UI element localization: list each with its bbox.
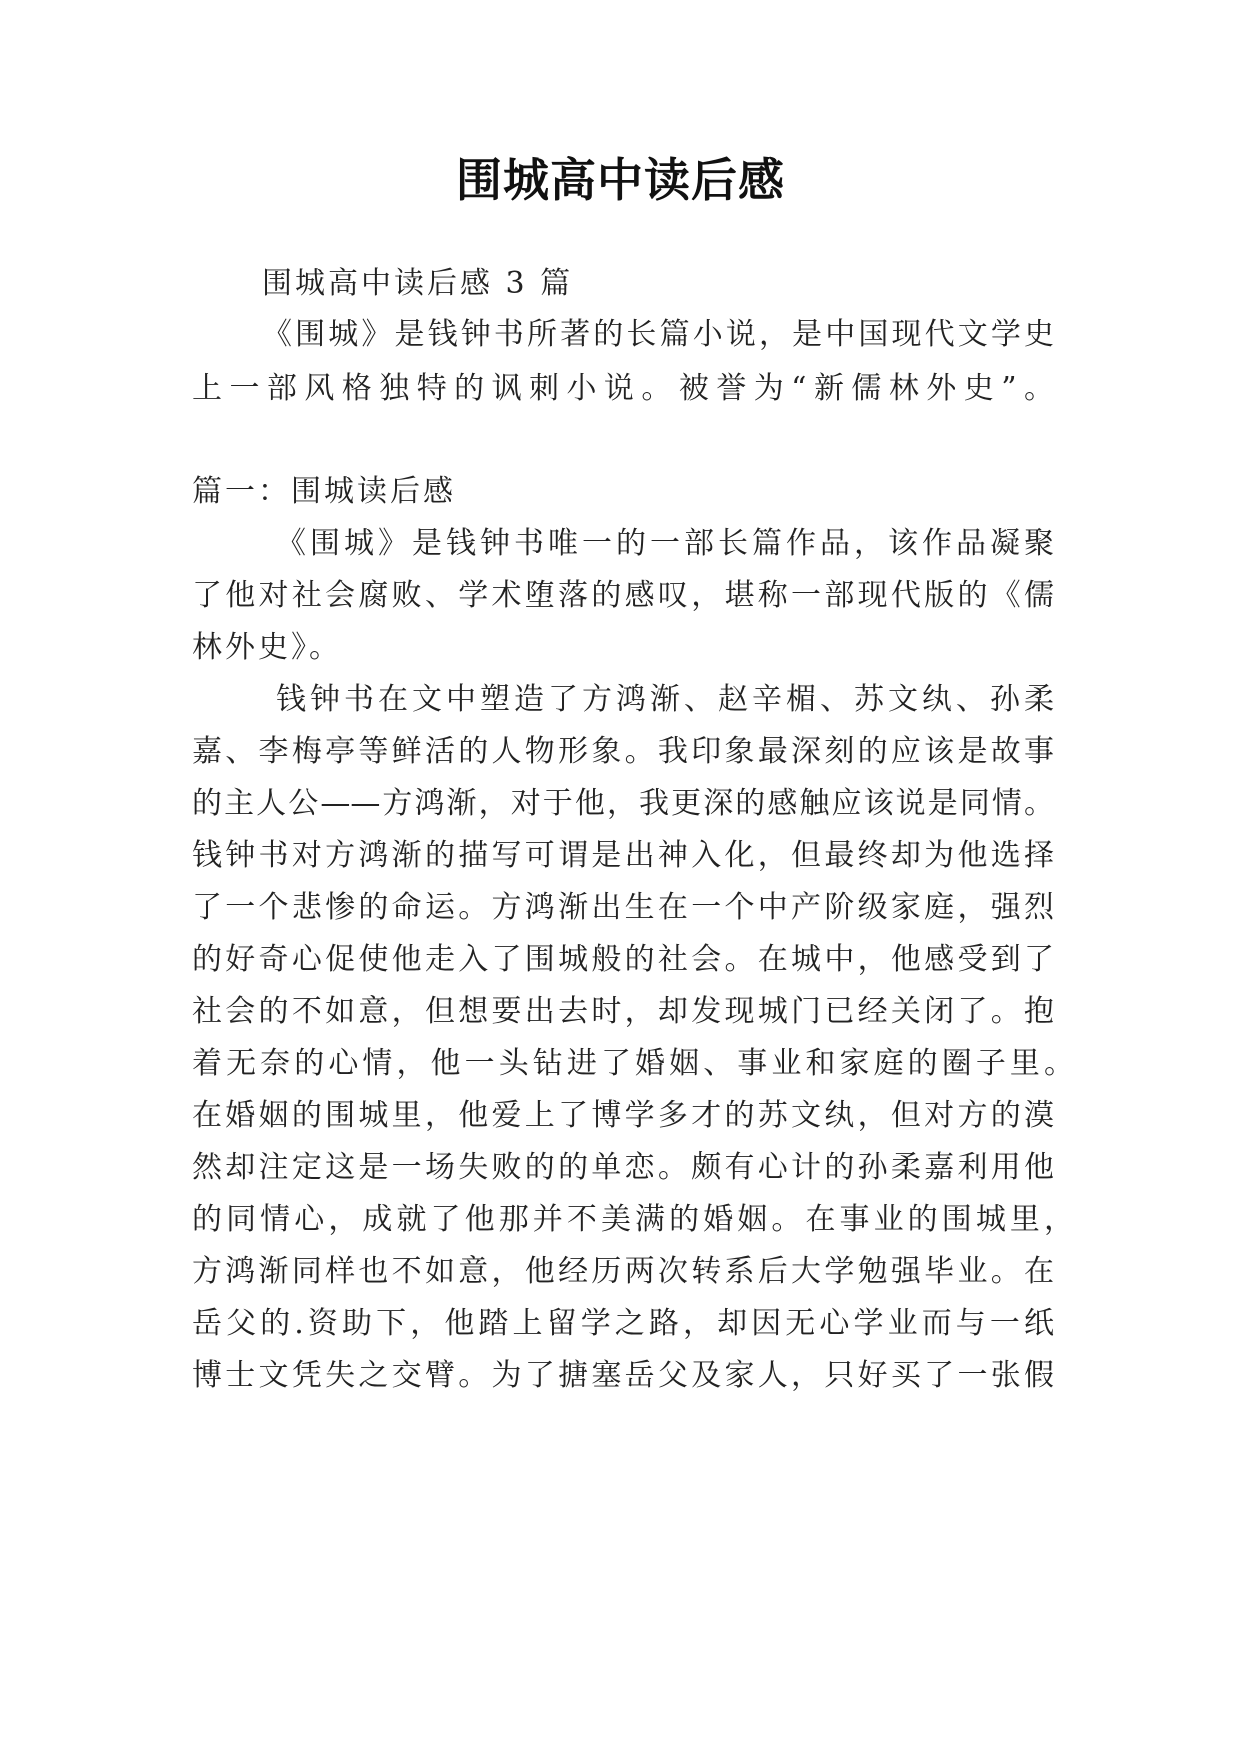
paragraph-line: 《围城》是钱钟书唯一的一部长篇作品，该作品凝聚 — [276, 526, 1054, 561]
paragraph-line: 在婚姻的围城里，他爱上了博学多才的苏文纨，但对方的漠 — [192, 1098, 1054, 1133]
paragraph-line: 林外史》。 — [192, 630, 342, 665]
paragraph-line: 钱钟书对方鸿渐的描写可谓是出神入化，但最终却为他选择 — [192, 838, 1054, 873]
paragraph-line: 的同情心，成就了他那并不美满的婚姻。在事业的围城里， — [192, 1202, 1074, 1237]
document-title: 围城高中读后感 — [456, 153, 785, 207]
paragraph-line: 着无奈的心情，他一头钻进了婚姻、事业和家庭的圈子里。 — [192, 1046, 1074, 1081]
document-subtitle: 围城高中读后感 3 篇 — [262, 266, 574, 301]
intro-line: 上一部风格独特的讽刺小说。被誉为“新儒林外史”。 — [192, 371, 1054, 406]
section-heading: 篇一：围城读后感 — [192, 474, 456, 509]
paragraph-line: 方鸿渐同样也不如意，他经历两次转系后大学勉强毕业。在 — [192, 1254, 1054, 1289]
paragraph-line: 岳父的.资助下，他踏上留学之路，却因无心学业而与一纸 — [192, 1306, 1054, 1341]
intro-line: 《围城》是钱钟书所著的长篇小说，是中国现代文学史 — [262, 317, 1054, 352]
paragraph-line: 然却注定这是一场失败的的单恋。颇有心计的孙柔嘉利用他 — [192, 1150, 1054, 1185]
paragraph-line: 社会的不如意，但想要出去时，却发现城门已经关闭了。抱 — [192, 994, 1054, 1029]
paragraph-line: 的好奇心促使他走入了围城般的社会。在城中，他感受到了 — [192, 942, 1054, 977]
paragraph-line: 的主人公——方鸿渐，对于他，我更深的感触应该说是同情。 — [192, 786, 1054, 821]
paragraph-line: 钱钟书在文中塑造了方鸿渐、赵辛楣、苏文纨、孙柔 — [276, 682, 1054, 717]
paragraph-line: 了一个悲惨的命运。方鸿渐出生在一个中产阶级家庭，强烈 — [192, 890, 1054, 925]
paragraph-line: 嘉、李梅亭等鲜活的人物形象。我印象最深刻的应该是故事 — [192, 734, 1054, 769]
paragraph-line: 了他对社会腐败、学术堕落的感叹，堪称一部现代版的《儒 — [192, 578, 1054, 613]
paragraph-line: 博士文凭失之交臂。为了搪塞岳父及家人，只好买了一张假 — [192, 1358, 1054, 1393]
